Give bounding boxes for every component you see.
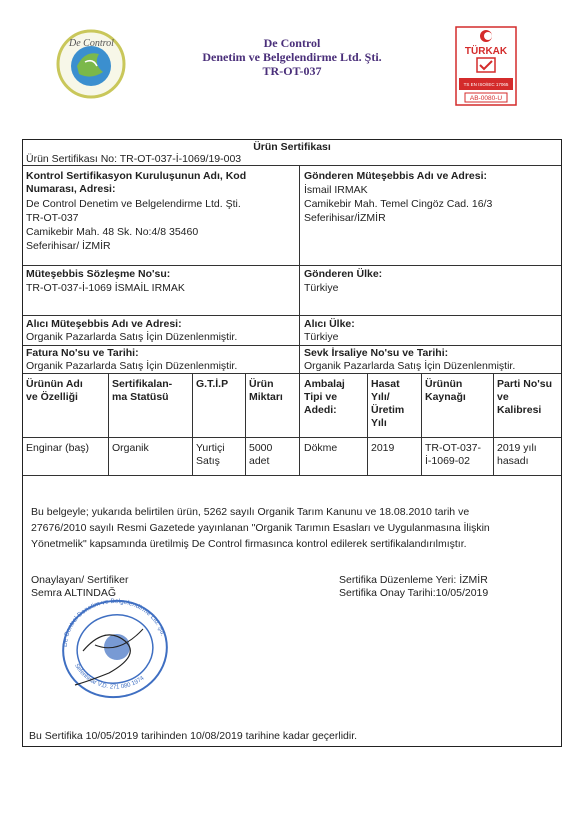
stamp-text: De Control Denetim ve Belgelendirme Ltd. Şti. <box>61 597 167 648</box>
sender-line: İsmail IRMAK <box>304 184 368 196</box>
control-body-line: Camikebir Mah. 48 Sk. No:4/8 35460 <box>26 226 199 238</box>
column-header: ve Özelliği <box>26 391 78 403</box>
contract-value: TR-OT-037-İ-1069 İSMAİL IRMAK <box>26 282 185 294</box>
buyer-country-label: Alıcı Ülke: <box>304 318 355 330</box>
invoice-row <box>23 346 561 374</box>
column-header: Ambalaj <box>304 378 345 390</box>
table-cell: 5000 <box>249 442 273 454</box>
table-cell: adet <box>249 455 270 467</box>
turkak-standard: TS EN ISO/IEC 17065 <box>463 82 509 87</box>
table-cell: Enginar (baş) <box>26 442 90 454</box>
statement-line: Bu belgeyle; yukarıda belirtilen ürün, 5262 sayılı Organik Tarım Kanunu ve 18.08.2010 tarih ve <box>31 506 470 518</box>
contract-row <box>23 266 561 316</box>
column-header: Adedi: <box>304 404 337 416</box>
product-table-header <box>23 374 561 438</box>
company-stamp <box>45 585 185 705</box>
table-column-line <box>421 374 422 476</box>
column-header: Kalibresi <box>497 404 542 416</box>
table-cell: Yurtiçi <box>196 442 225 454</box>
table-cell: TR-OT-037- <box>425 442 482 454</box>
column-header: Ürünün <box>425 378 463 390</box>
certification-statement <box>31 504 556 552</box>
statement-line: Yönetmelik" kapsamında üretilmiş De Control firmasınca kontrol edilerek sertifikalandırılmıştır. <box>31 538 467 550</box>
column-header: Ürünün Adı <box>26 378 83 390</box>
control-body-line: TR-OT-037 <box>26 212 79 224</box>
statement-line: 27676/2010 sayılı Resmi Gazetede yayınlanan "Organik Tarımın Esasları ve Uygulanmasına İlişkin <box>31 522 490 534</box>
table-cell: 2019 <box>371 442 395 454</box>
sender-line: Seferihisar/İZMİR <box>304 212 386 224</box>
invoice-value: Organik Pazarlarda Satış İçin Düzenlenmiştir. <box>26 360 238 372</box>
column-header: G.T.İ.P <box>196 378 229 390</box>
column-header: ve <box>497 391 509 403</box>
table-cell: hasadı <box>497 455 529 467</box>
table-column-line <box>192 374 193 476</box>
table-column-line <box>367 374 368 476</box>
column-header: Parti No'su <box>497 378 553 390</box>
validity-statement: Bu Sertifika 10/05/2019 tarihinden 10/08/2019 tarihine kadar geçerlidir. <box>29 730 358 742</box>
column-header: Yılı <box>371 417 387 429</box>
certificate-number: Ürün Sertifikası No: TR-OT-037-İ-1069/19-003 <box>26 153 242 165</box>
column-header: Sertifikalan- <box>112 378 173 390</box>
sender-country-label: Gönderen Ülke: <box>304 268 383 280</box>
turkak-brand: TÜRKAK <box>464 46 508 57</box>
logo-text: De Control <box>69 38 114 49</box>
turkak-code: AB-0080-U <box>469 95 503 102</box>
column-header: Tipi ve <box>304 391 338 403</box>
company-name: De Control <box>263 36 321 50</box>
table-column-line <box>108 374 109 476</box>
buyer-label: Alıcı Müteşebbis Adı ve Adresi: <box>26 318 182 330</box>
buyer-value: Organik Pazarlarda Satış İçin Düzenlenmiştir. <box>26 331 238 343</box>
control-body-line: De Control Denetim ve Belgelendirme Ltd. Şti. <box>26 198 241 210</box>
column-header: Miktarı <box>249 391 283 403</box>
control-body-label: Kontrol Sertifikasyon Kuruluşunun Adı, Kod Numarası, Adresi: <box>26 170 247 195</box>
stamp-tax-text: Seferihisar V.D. 271 080 1974 <box>73 663 146 691</box>
table-cell: Organik <box>112 442 149 454</box>
column-header: Kaynağı <box>425 391 466 403</box>
column-header: Üretim <box>371 404 405 416</box>
table-column-line <box>245 374 246 476</box>
approval-date: Sertifika Onay Tarihi:10/05/2019 <box>339 587 489 599</box>
company-header <box>160 36 424 78</box>
column-header: ma Statüsü <box>112 391 169 403</box>
certificate-header-row <box>23 140 561 166</box>
table-cell: Dökme <box>304 442 338 454</box>
approver-name: Semra ALTINDAĞ <box>31 587 116 599</box>
control-body-line: Seferihisar/ İZMİR <box>26 240 111 252</box>
sender-label: Gönderen Müteşebbis Adı ve Adresi: <box>304 170 488 182</box>
table-column-line <box>493 374 494 476</box>
table-column-line <box>299 438 300 476</box>
company-code: TR-OT-037 <box>262 64 322 78</box>
contract-label: Müteşebbis Sözleşme No'su: <box>26 268 171 280</box>
table-cell: 2019 yılı <box>497 442 537 454</box>
product-table-row <box>23 438 561 476</box>
issue-place: Sertifika Düzenleme Yeri: İZMİR <box>339 574 488 586</box>
parties-row <box>23 166 561 266</box>
waybill-value: Organik Pazarlarda Satış İçin Düzenlenmiştir. <box>304 360 516 372</box>
table-cell: İ-1069-02 <box>425 455 470 467</box>
sender-line: Camikebir Mah. Temel Cingöz Cad. 16/3 <box>304 198 493 210</box>
de-control-logo <box>55 28 127 100</box>
table-cell: Satış <box>196 455 220 467</box>
buyer-row <box>23 316 561 346</box>
waybill-label: Sevk İrsaliye No'su ve Tarihi: <box>304 347 449 359</box>
invoice-label: Fatura No'su ve Tarihi: <box>26 347 139 359</box>
certificate-title: Ürün Sertifikası <box>253 141 331 153</box>
buyer-country-value: Türkiye <box>304 331 339 343</box>
company-legal-name: Denetim ve Belgelendirme Ltd. Şti. <box>202 50 382 64</box>
approver-label: Onaylayan/ Sertifiker <box>31 574 129 586</box>
column-header: Ürün <box>249 378 274 390</box>
turkak-accreditation-logo <box>455 26 517 106</box>
sender-country-value: Türkiye <box>304 282 339 294</box>
column-header: Yılı/ <box>371 391 390 403</box>
column-header: Hasat <box>371 378 400 390</box>
